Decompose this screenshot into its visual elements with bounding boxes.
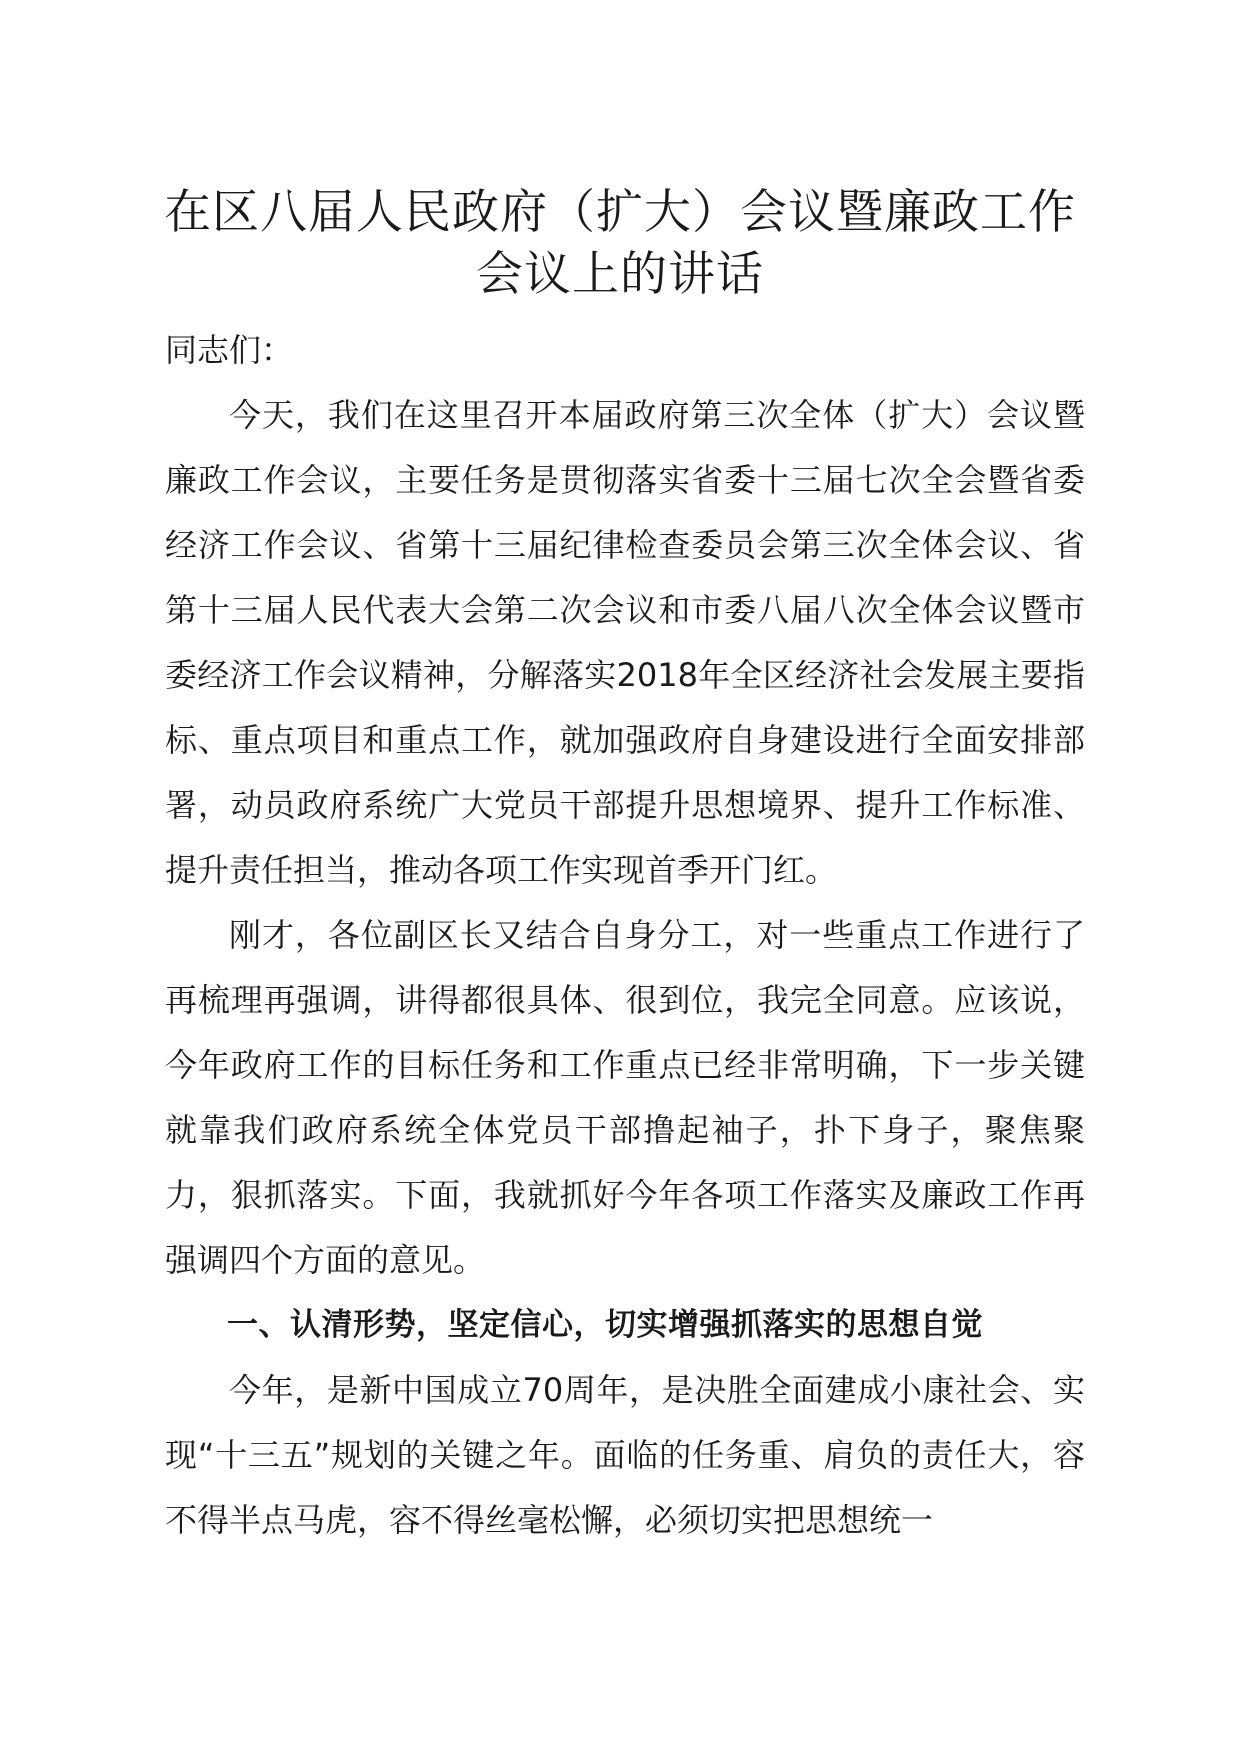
paragraph-remarks: 刚才，各位副区长又结合自身分工，对一些重点工作进行了再梳理再强调，讲得都很具体、很到位，我完全同意。应该说，今年政府工作的目标任务和工作重点已经非常明确，下一步关键就靠我们政府系统全体党员干部撸起袖子，扑下身子，聚焦聚力，狠抓落实。下面，我就抓好今年各项工作落实及廉政工作再强调四个方面的意见。 <box>165 916 1085 1279</box>
salutation: 同志们： <box>165 331 294 369</box>
title-line-1: 在区八届人民政府（扩大）会议暨廉政工作 <box>164 185 1076 240</box>
section-heading-1: 一、认清形势，坚定信心，切实增强抓落实的思想自觉 <box>227 1307 983 1343</box>
document-title <box>150 182 1090 306</box>
title-line-2: 会议上的讲话 <box>476 247 764 302</box>
document-body <box>165 318 1085 1553</box>
paragraph-opening: 今天，我们在这里召开本届政府第三次全体（扩大）会议暨廉政工作会议，主要任务是贯彻落实省委十三届七次全会暨省委经济工作会议、省第十三届纪律检查委员会第三次全体会议、省第十三届人民代表大会第二次会议和市委八届八次全体会议暨市委经济工作会议精神，分解落实2018年全区经济社会发展主要指标、重点项目和重点工作，就加强政府自身建设进行全面安排部署，动员政府系统广大党员干部提升思想境界、提升工作标准、提升责任担当，推动各项工作实现首季开门红。 <box>165 396 1085 889</box>
paragraph-section-1: 今年，是新中国成立70周年，是决胜全面建成小康社会、实现“十三五”规划的关键之年。面临的任务重、肩负的责任大，容不得半点马虎，容不得丝毫松懈，必须切实把思想统一 <box>165 1371 1085 1539</box>
